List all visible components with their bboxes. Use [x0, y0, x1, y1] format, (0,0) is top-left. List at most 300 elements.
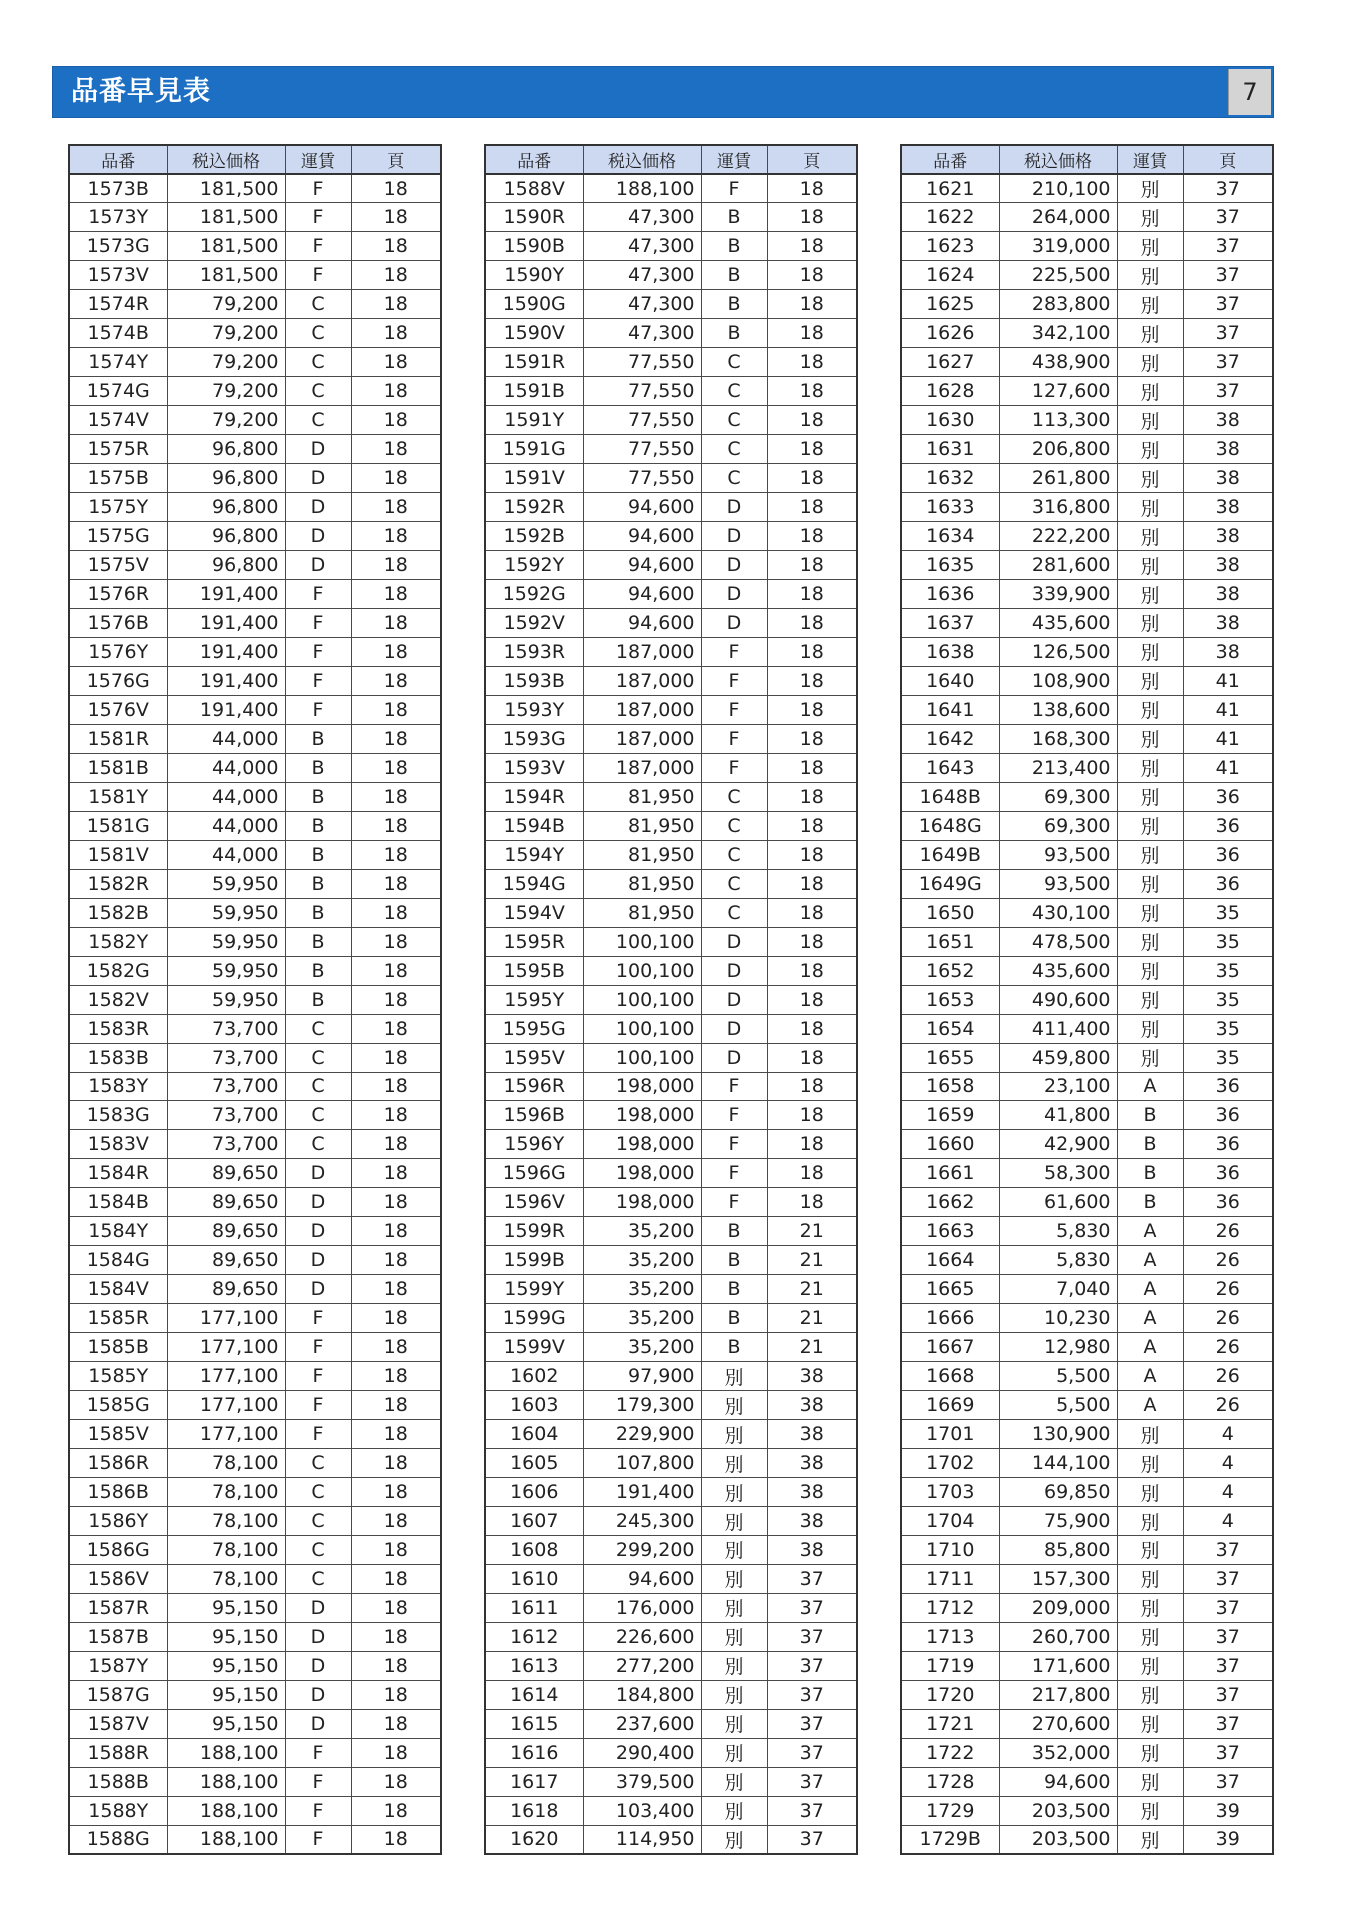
price-cell: 225,500 [999, 261, 1117, 290]
table-row [901, 1767, 1273, 1796]
price-cell: 44,000 [167, 840, 285, 869]
part-number-cell: 1607 [485, 1507, 583, 1536]
page-cell: 18 [767, 1188, 857, 1217]
page-cell: 18 [351, 1101, 441, 1130]
page-cell: 18 [351, 1796, 441, 1825]
table-row [901, 1304, 1273, 1333]
table-row [901, 1101, 1273, 1130]
page-number: 7 [1228, 69, 1271, 115]
shipping-cell: 別 [1117, 1796, 1183, 1825]
part-number-cell: 1624 [901, 261, 999, 290]
table-row [901, 1449, 1273, 1478]
price-cell: 94,600 [583, 522, 701, 551]
price-cell: 245,300 [583, 1507, 701, 1536]
part-number-cell: 1611 [485, 1593, 583, 1622]
page-cell: 41 [1183, 695, 1273, 724]
table-row [901, 493, 1273, 522]
part-number-cell: 1574V [69, 406, 167, 435]
part-number-cell: 1587Y [69, 1651, 167, 1680]
shipping-cell: 別 [701, 1738, 767, 1767]
part-number-cell: 1606 [485, 1478, 583, 1507]
table-row [485, 1246, 857, 1275]
shipping-cell: 別 [1117, 203, 1183, 232]
table-row [485, 1767, 857, 1796]
page-cell: 18 [767, 695, 857, 724]
part-number-cell: 1729B [901, 1825, 999, 1854]
table-row [69, 1796, 441, 1825]
part-number-cell: 1711 [901, 1564, 999, 1593]
table-row [485, 406, 857, 435]
page-cell: 37 [1183, 348, 1273, 377]
page-cell: 38 [767, 1478, 857, 1507]
part-number-cell: 1574G [69, 377, 167, 406]
page-cell: 18 [767, 637, 857, 666]
part-number-cell: 1637 [901, 609, 999, 638]
table-row [69, 348, 441, 377]
shipping-cell: F [701, 724, 767, 753]
part-number-cell: 1585B [69, 1333, 167, 1362]
page-cell: 18 [767, 898, 857, 927]
page-cell: 18 [351, 1825, 441, 1854]
page-cell: 18 [351, 1043, 441, 1072]
table-row [485, 1391, 857, 1420]
page-cell: 35 [1183, 956, 1273, 985]
shipping-cell: F [701, 753, 767, 782]
price-cell: 198,000 [583, 1101, 701, 1130]
page-cell: 18 [351, 174, 441, 203]
page-cell: 18 [767, 840, 857, 869]
shipping-cell: 別 [1117, 232, 1183, 261]
price-cell: 283,800 [999, 290, 1117, 319]
table-row [485, 666, 857, 695]
table-row [901, 1709, 1273, 1738]
part-number-cell: 1582G [69, 956, 167, 985]
table-row [69, 1738, 441, 1767]
table-row [69, 840, 441, 869]
table-row [69, 753, 441, 782]
table-row [69, 1217, 441, 1246]
table-row [69, 1767, 441, 1796]
price-cell: 177,100 [167, 1420, 285, 1449]
part-number-cell: 1592B [485, 522, 583, 551]
shipping-cell: C [285, 1507, 351, 1536]
page-cell: 36 [1183, 1159, 1273, 1188]
shipping-cell: 別 [1117, 464, 1183, 493]
table-row [485, 1420, 857, 1449]
price-cell: 79,200 [167, 406, 285, 435]
price-cell: 198,000 [583, 1072, 701, 1101]
part-number-cell: 1591B [485, 377, 583, 406]
shipping-cell: D [701, 1043, 767, 1072]
shipping-cell: F [285, 1825, 351, 1854]
shipping-cell: 別 [701, 1449, 767, 1478]
table-header-row [901, 145, 1273, 174]
price-cell: 69,300 [999, 782, 1117, 811]
page-cell: 18 [767, 522, 857, 551]
price-cell: 316,800 [999, 493, 1117, 522]
table-row [69, 1825, 441, 1854]
page-cell: 26 [1183, 1391, 1273, 1420]
part-number-cell: 1582R [69, 869, 167, 898]
price-cell: 5,500 [999, 1362, 1117, 1391]
price-cell: 81,950 [583, 782, 701, 811]
price-cell: 198,000 [583, 1159, 701, 1188]
shipping-cell: 別 [1117, 898, 1183, 927]
page-cell: 18 [767, 1043, 857, 1072]
page-cell: 26 [1183, 1304, 1273, 1333]
shipping-cell: B [701, 261, 767, 290]
shipping-cell: F [701, 1072, 767, 1101]
price-cell: 100,100 [583, 1014, 701, 1043]
part-number-cell: 1581V [69, 840, 167, 869]
price-cell: 44,000 [167, 753, 285, 782]
price-cell: 171,600 [999, 1651, 1117, 1680]
table-row [69, 1478, 441, 1507]
shipping-cell: 別 [1117, 1738, 1183, 1767]
table-row [485, 840, 857, 869]
part-number-cell: 1599G [485, 1304, 583, 1333]
page-cell: 18 [351, 927, 441, 956]
price-cell: 96,800 [167, 551, 285, 580]
table-row [69, 1304, 441, 1333]
page-cell: 37 [1183, 232, 1273, 261]
page-cell: 18 [351, 493, 441, 522]
price-cell: 181,500 [167, 232, 285, 261]
shipping-cell: C [285, 1564, 351, 1593]
table-row [901, 174, 1273, 203]
page-cell: 18 [767, 1101, 857, 1130]
part-number-header: 品番 [485, 145, 583, 174]
shipping-cell: F [701, 637, 767, 666]
page-cell: 18 [351, 1072, 441, 1101]
shipping-cell: A [1117, 1391, 1183, 1420]
shipping-cell: D [285, 435, 351, 464]
page-cell: 18 [767, 232, 857, 261]
part-number-cell: 1592R [485, 493, 583, 522]
part-number-cell: 1576B [69, 609, 167, 638]
price-cell: 73,700 [167, 1014, 285, 1043]
part-number-cell: 1596B [485, 1101, 583, 1130]
page-cell: 18 [351, 580, 441, 609]
shipping-cell: 別 [1117, 956, 1183, 985]
table-row [69, 319, 441, 348]
shipping-cell: F [701, 1188, 767, 1217]
shipping-cell: B [701, 232, 767, 261]
part-number-cell: 1648G [901, 811, 999, 840]
part-number-cell: 1581B [69, 753, 167, 782]
table-row [485, 637, 857, 666]
page-cell: 18 [351, 464, 441, 493]
shipping-cell: D [701, 493, 767, 522]
page-cell: 18 [351, 1130, 441, 1159]
table-row [485, 377, 857, 406]
shipping-cell: 別 [1117, 985, 1183, 1014]
price-cell: 100,100 [583, 985, 701, 1014]
table-row [485, 435, 857, 464]
part-number-cell: 1587R [69, 1593, 167, 1622]
shipping-cell: D [701, 551, 767, 580]
shipping-cell: 別 [1117, 1043, 1183, 1072]
part-number-cell: 1703 [901, 1478, 999, 1507]
table-row [485, 609, 857, 638]
page-cell: 18 [767, 666, 857, 695]
part-number-cell: 1660 [901, 1130, 999, 1159]
price-cell: 342,100 [999, 319, 1117, 348]
shipping-cell: B [701, 290, 767, 319]
shipping-cell: F [701, 666, 767, 695]
shipping-cell: F [285, 1796, 351, 1825]
price-cell: 94,600 [583, 551, 701, 580]
shipping-cell: D [285, 522, 351, 551]
part-number-header: 品番 [901, 145, 999, 174]
page-cell: 18 [351, 1593, 441, 1622]
part-number-cell: 1651 [901, 927, 999, 956]
part-number-cell: 1719 [901, 1651, 999, 1680]
shipping-cell: F [285, 1391, 351, 1420]
shipping-cell: 別 [1117, 406, 1183, 435]
table-row [901, 869, 1273, 898]
price-cell: 10,230 [999, 1304, 1117, 1333]
price-cell: 77,550 [583, 348, 701, 377]
table-row [485, 1159, 857, 1188]
page-cell: 26 [1183, 1333, 1273, 1362]
shipping-cell: 別 [1117, 377, 1183, 406]
price-cell: 270,600 [999, 1709, 1117, 1738]
price-cell: 352,000 [999, 1738, 1117, 1767]
price-header: 税込価格 [583, 145, 701, 174]
page-cell: 38 [1183, 406, 1273, 435]
page-cell: 18 [351, 1014, 441, 1043]
shipping-cell: F [285, 1304, 351, 1333]
page-cell: 18 [351, 956, 441, 985]
part-number-cell: 1593G [485, 724, 583, 753]
table-row [485, 1072, 857, 1101]
part-number-cell: 1664 [901, 1246, 999, 1275]
shipping-cell: C [701, 811, 767, 840]
page-cell: 37 [1183, 1738, 1273, 1767]
shipping-cell: 別 [1117, 580, 1183, 609]
part-number-cell: 1643 [901, 753, 999, 782]
page-cell: 37 [767, 1767, 857, 1796]
table-row [69, 637, 441, 666]
table-row [901, 811, 1273, 840]
shipping-cell: 別 [701, 1593, 767, 1622]
part-number-cell: 1623 [901, 232, 999, 261]
price-header: 税込価格 [167, 145, 285, 174]
table-row [485, 1507, 857, 1536]
price-cell: 144,100 [999, 1449, 1117, 1478]
shipping-cell: 別 [1117, 927, 1183, 956]
table-row [485, 1564, 857, 1593]
shipping-cell: D [701, 927, 767, 956]
part-number-cell: 1729 [901, 1796, 999, 1825]
price-cell: 187,000 [583, 666, 701, 695]
price-cell: 96,800 [167, 522, 285, 551]
table-row [485, 956, 857, 985]
part-number-cell: 1631 [901, 435, 999, 464]
part-number-cell: 1641 [901, 695, 999, 724]
price-cell: 35,200 [583, 1275, 701, 1304]
price-cell: 79,200 [167, 348, 285, 377]
table-row [485, 261, 857, 290]
table-row [69, 898, 441, 927]
table-row [901, 898, 1273, 927]
table-row [69, 927, 441, 956]
part-number-cell: 1584R [69, 1159, 167, 1188]
part-number-cell: 1588G [69, 1825, 167, 1854]
price-cell: 339,900 [999, 580, 1117, 609]
part-number-cell: 1661 [901, 1159, 999, 1188]
shipping-cell: B [285, 869, 351, 898]
part-number-cell: 1587G [69, 1680, 167, 1709]
table-row [69, 203, 441, 232]
part-number-cell: 1612 [485, 1622, 583, 1651]
shipping-cell: B [285, 782, 351, 811]
shipping-cell: F [701, 174, 767, 203]
part-number-cell: 1635 [901, 551, 999, 580]
shipping-cell: 別 [1117, 1622, 1183, 1651]
page-cell: 18 [351, 782, 441, 811]
part-number-cell: 1626 [901, 319, 999, 348]
table-row [485, 348, 857, 377]
table-row [901, 782, 1273, 811]
table-row [485, 1825, 857, 1854]
table-row [69, 1014, 441, 1043]
table-row [901, 1536, 1273, 1565]
price-cell: 94,600 [999, 1767, 1117, 1796]
table-row [485, 1622, 857, 1651]
shipping-cell: 別 [1117, 753, 1183, 782]
page-cell: 38 [1183, 464, 1273, 493]
part-number-cell: 1615 [485, 1709, 583, 1738]
page-cell: 18 [767, 1014, 857, 1043]
page-cell: 36 [1183, 869, 1273, 898]
shipping-cell: B [701, 1217, 767, 1246]
page-cell: 37 [767, 1796, 857, 1825]
page-cell: 41 [1183, 666, 1273, 695]
shipping-cell: 別 [1117, 1709, 1183, 1738]
page-cell: 18 [767, 782, 857, 811]
page-cell: 37 [767, 1825, 857, 1854]
part-number-cell: 1701 [901, 1420, 999, 1449]
part-number-cell: 1588B [69, 1767, 167, 1796]
price-cell: 95,150 [167, 1593, 285, 1622]
price-cell: 177,100 [167, 1333, 285, 1362]
page-cell: 18 [351, 203, 441, 232]
page-cell: 38 [1183, 637, 1273, 666]
part-number-cell: 1621 [901, 174, 999, 203]
shipping-cell: D [285, 1275, 351, 1304]
table-row [69, 493, 441, 522]
price-cell: 103,400 [583, 1796, 701, 1825]
table-row [69, 666, 441, 695]
shipping-cell: 別 [1117, 869, 1183, 898]
part-number-cell: 1594Y [485, 840, 583, 869]
table-row [69, 377, 441, 406]
price-cell: 264,000 [999, 203, 1117, 232]
shipping-cell: B [285, 985, 351, 1014]
part-number-cell: 1649G [901, 869, 999, 898]
price-cell: 188,100 [167, 1767, 285, 1796]
shipping-cell: D [285, 1709, 351, 1738]
shipping-cell: 別 [1117, 609, 1183, 638]
table-row [69, 1391, 441, 1420]
price-table-1 [68, 144, 442, 1855]
page-cell: 38 [1183, 580, 1273, 609]
price-cell: 69,850 [999, 1478, 1117, 1507]
shipping-cell: 別 [701, 1564, 767, 1593]
price-cell: 138,600 [999, 695, 1117, 724]
price-cell: 168,300 [999, 724, 1117, 753]
price-cell: 100,100 [583, 927, 701, 956]
page-cell: 4 [1183, 1507, 1273, 1536]
page-cell: 37 [767, 1709, 857, 1738]
price-cell: 203,500 [999, 1796, 1117, 1825]
table-row [901, 985, 1273, 1014]
price-cell: 73,700 [167, 1130, 285, 1159]
part-number-cell: 1584B [69, 1188, 167, 1217]
shipping-cell: 別 [701, 1651, 767, 1680]
price-cell: 94,600 [583, 493, 701, 522]
page-cell: 37 [1183, 377, 1273, 406]
table-row [69, 1420, 441, 1449]
price-cell: 75,900 [999, 1507, 1117, 1536]
part-number-cell: 1576V [69, 695, 167, 724]
page-cell: 26 [1183, 1275, 1273, 1304]
table-row [69, 1651, 441, 1680]
shipping-cell: C [285, 1014, 351, 1043]
page-cell: 26 [1183, 1362, 1273, 1391]
table-row [69, 869, 441, 898]
price-cell: 179,300 [583, 1391, 701, 1420]
page-cell: 18 [351, 435, 441, 464]
page-cell: 4 [1183, 1420, 1273, 1449]
part-number-cell: 1590G [485, 290, 583, 319]
page-cell: 36 [1183, 782, 1273, 811]
shipping-cell: A [1117, 1217, 1183, 1246]
price-cell: 89,650 [167, 1188, 285, 1217]
part-number-cell: 1649B [901, 840, 999, 869]
page-cell: 38 [767, 1536, 857, 1565]
price-cell: 59,950 [167, 956, 285, 985]
page-cell: 18 [351, 1217, 441, 1246]
price-cell: 59,950 [167, 927, 285, 956]
shipping-header: 運賃 [285, 145, 351, 174]
table-row [901, 1391, 1273, 1420]
page-title: 品番早見表 [71, 76, 211, 107]
shipping-cell: F [701, 1159, 767, 1188]
page-cell: 37 [767, 1738, 857, 1767]
part-number-cell: 1585Y [69, 1362, 167, 1391]
page-cell: 37 [1183, 1767, 1273, 1796]
shipping-cell: 別 [1117, 493, 1183, 522]
part-number-cell: 1575G [69, 522, 167, 551]
table-row [69, 609, 441, 638]
part-number-cell: 1663 [901, 1217, 999, 1246]
table-row [69, 261, 441, 290]
table-row [901, 1622, 1273, 1651]
shipping-cell: B [701, 1275, 767, 1304]
price-cell: 217,800 [999, 1680, 1117, 1709]
table-row [485, 1738, 857, 1767]
price-cell: 490,600 [999, 985, 1117, 1014]
price-cell: 59,950 [167, 985, 285, 1014]
page-cell: 18 [351, 609, 441, 638]
part-number-cell: 1588V [485, 174, 583, 203]
shipping-cell: 別 [1117, 1651, 1183, 1680]
part-number-cell: 1659 [901, 1101, 999, 1130]
table-row [485, 493, 857, 522]
